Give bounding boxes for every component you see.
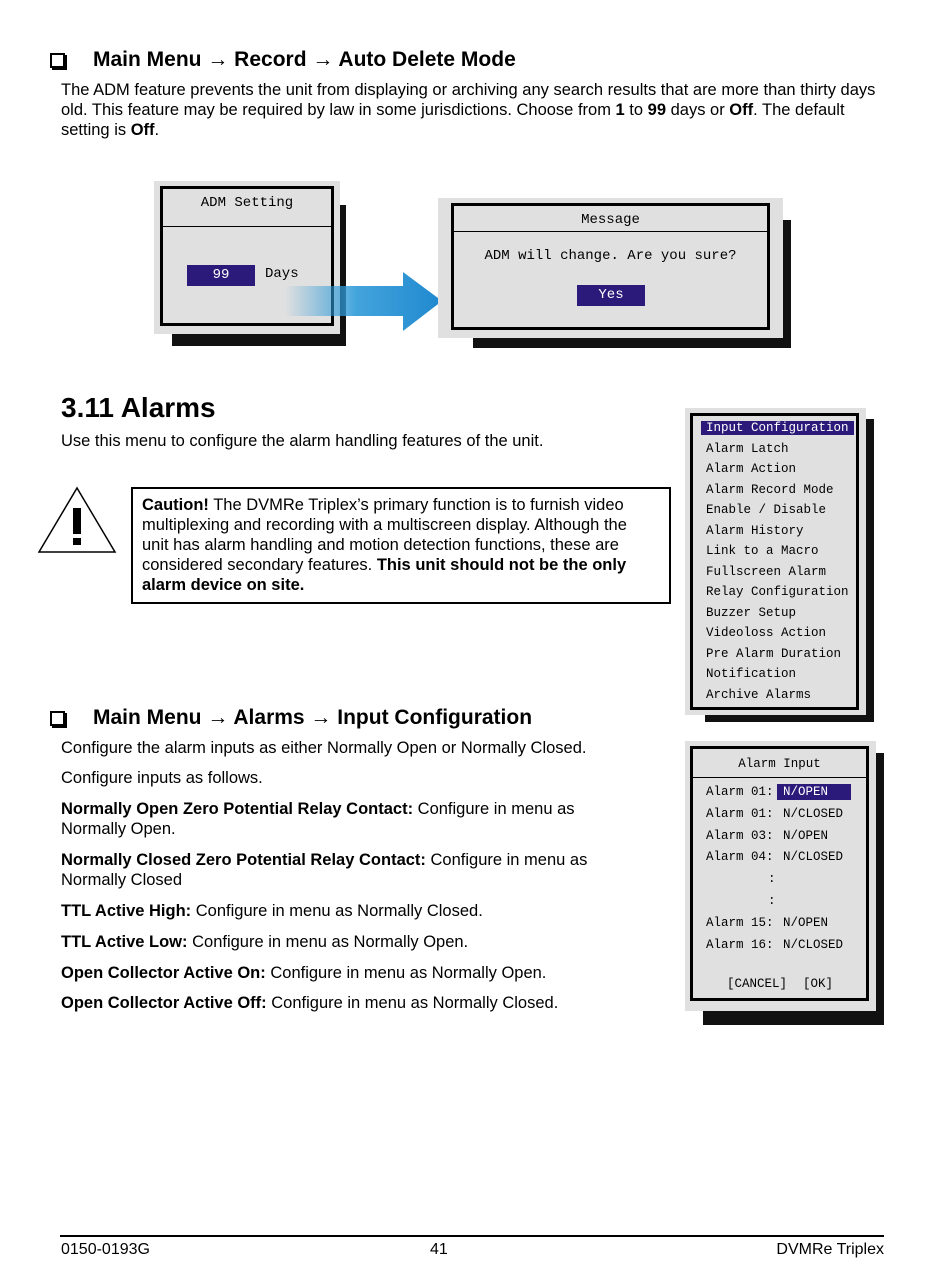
spec-item: Open Collector Active Off: Configure in menu as Normally Closed. [61, 994, 559, 1012]
alarm-menu-item[interactable]: Notification [706, 667, 797, 681]
alarm-menu-item[interactable]: Videoloss Action [706, 626, 827, 640]
alarm-input-label: : [768, 872, 776, 887]
alarm-input-value[interactable]: N/OPEN [777, 784, 851, 800]
page-title: 3.11 Alarms [61, 392, 216, 423]
alarm-menu-item[interactable]: Fullscreen Alarm [706, 564, 827, 579]
alarm-menu-item[interactable]: Input Configuration [701, 421, 854, 435]
checkbox-bullet-icon [50, 53, 65, 68]
alarm-input-value[interactable]: N/CLOSED [783, 850, 844, 865]
cancel-button[interactable]: [CANCEL] [727, 977, 788, 991]
alarm-input-value[interactable]: N/CLOSED [783, 806, 844, 821]
input-config-line1: Configure the alarm inputs as either Normally Open or Normally Closed. [61, 739, 587, 757]
spec-item: TTL Active High: Configure in menu as Normally Closed. [61, 902, 483, 920]
caution-text: Caution! The DVMRe Triplex’s primary function is to furnish video multiplexing and recording with a multiscreen display. Although the unit has alarm handling and motion detection functions, these are considered secondary features. This unit should not be the only alarm device on site. [142, 496, 627, 594]
spec-item: TTL Active Low: Configure in menu as Normally Open. [61, 933, 469, 951]
warning-icon [37, 486, 117, 554]
adm-dialog-title: ADM Setting [200, 195, 294, 211]
section-heading-auto-delete: Main Menu → Record → Auto Delete Mode [50, 48, 516, 72]
message-dialog-text: ADM will change. Are you sure? [484, 248, 737, 264]
footer-product-name: DVMRe Triplex [776, 1241, 884, 1258]
alarm-input-value[interactable]: N/OPEN [783, 828, 829, 843]
footer-rule [60, 1235, 884, 1237]
spec-item: Normally Closed Zero Potential Relay Contact: Configure in menu as Normally Closed [61, 851, 588, 889]
footer-doc-number: 0150-0193G [61, 1241, 150, 1258]
alarm-input-label: Alarm 03: [706, 828, 774, 843]
ok-button[interactable]: [OK] [803, 977, 834, 991]
alarm-menu-item[interactable]: Enable / Disable [706, 503, 827, 517]
section-heading-input-config: Main Menu → Alarms → Input Configuration [50, 706, 532, 730]
alarm-input-title: Alarm Input [738, 757, 821, 771]
yes-button[interactable]: Yes [577, 285, 645, 306]
alarm-input-value[interactable]: N/CLOSED [783, 937, 844, 952]
input-config-line2: Configure inputs as follows. [61, 769, 263, 787]
adm-days-input[interactable]: 99 [187, 265, 255, 286]
alarm-input-label: Alarm 01: [706, 785, 774, 799]
alarm-input-label: : [768, 894, 776, 908]
spec-item: Normally Open Zero Potential Relay Contact: Configure in menu as Normally Open. [61, 800, 575, 838]
alarm-menu-item[interactable]: Alarm Action [706, 462, 797, 476]
alarm-input-label: Alarm 16: [706, 937, 774, 952]
alarm-menu-item[interactable]: Pre Alarm Duration [706, 646, 842, 661]
alarm-menu-item[interactable]: Alarm Record Mode [706, 482, 834, 497]
footer-page-number: 41 [430, 1241, 448, 1258]
adm-description: The ADM feature prevents the unit from displaying or archiving any search results that are more than thirty days old. This feature may be required by law in some jurisdictions. Choose from 1 to 99 days or Off. The default setting is Off. [61, 81, 876, 139]
alarm-menu-item[interactable]: Link to a Macro [706, 544, 819, 558]
alarm-menu-item[interactable]: Alarm Latch [706, 441, 789, 456]
checkbox-bullet-icon [50, 711, 65, 726]
adm-days-unit: Days [265, 266, 299, 282]
alarm-menu-item[interactable]: Relay Configuration [706, 585, 849, 599]
alarm-menu-item[interactable]: Buzzer Setup [706, 605, 797, 620]
alarm-input-label: Alarm 01: [706, 806, 774, 821]
spec-item: Open Collector Active On: Configure in menu as Normally Open. [61, 964, 547, 982]
message-dialog-title: Message [581, 212, 640, 228]
alarm-input-value[interactable]: N/OPEN [783, 915, 829, 930]
alarm-menu-item[interactable]: Archive Alarms [706, 687, 812, 702]
alarm-menu-item[interactable]: Alarm History [706, 523, 804, 538]
alarm-input-label: Alarm 15: [706, 915, 774, 930]
arrow-right-icon [285, 270, 445, 334]
alarm-input-label: Alarm 04: [706, 850, 774, 865]
alarms-intro: Use this menu to configure the alarm handling features of the unit. [61, 432, 544, 450]
